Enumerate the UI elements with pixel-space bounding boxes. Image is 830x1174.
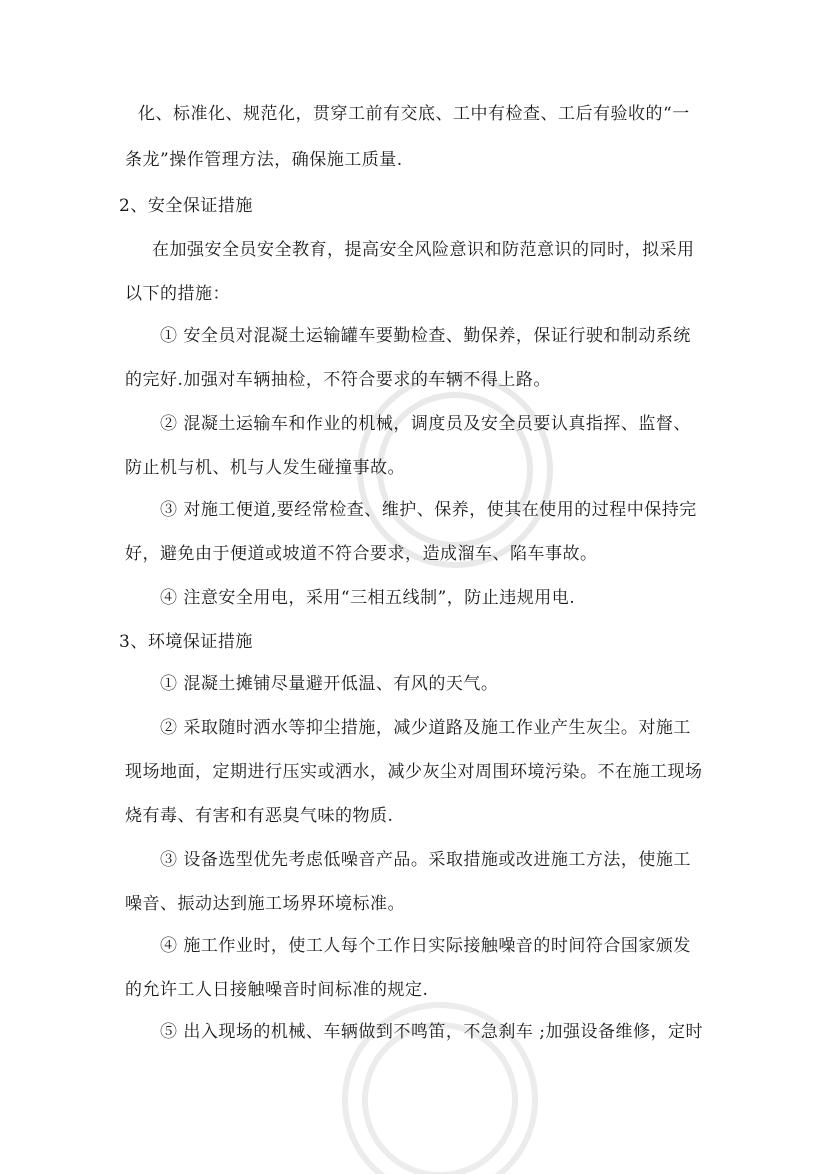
text-line: 化、标准化、规范化，贯穿工前有交底、工中有检查、工后有验收的“一: [138, 104, 690, 124]
text-line: 烧有毒、有害和有恶臭气味的物质.: [125, 806, 394, 826]
text-line: 条龙”操作管理方法，确保施工质量.: [125, 150, 403, 170]
text-line: 防止机与机、机与人发生碰撞事故。: [125, 458, 405, 478]
list-item: ③ 设备选型优先考虑低噪音产品。采取措施或改进施工方法，使施工: [160, 850, 691, 870]
list-item: ④ 施工作业时，使工人每个工作日实际接触噪音的时间符合国家颁发: [160, 936, 691, 956]
section-heading-safety: 2、安全保证措施: [119, 196, 253, 216]
list-item: ④ 注意安全用电，采用“三相五线制”，防止违规用电.: [160, 588, 576, 608]
text-line: 在加强安全员安全教育，提高安全风险意识和防范意识的同时，拟采用: [152, 240, 695, 260]
list-item: ③ 对施工便道,要经常检查、维护、保养，使其在使用的过程中保持完: [160, 500, 697, 520]
text-line: 以下的措施：: [125, 284, 230, 304]
list-item: ① 混凝土摊铺尽量避开低温、有风的天气。: [160, 674, 499, 694]
text-line: 的完好.加强对车辆抽检，不符合要求的车辆不得上路。: [125, 370, 551, 390]
text-line: 现场地面，定期进行压实或洒水，减少灰尘对周围环境污染。不在施工现场: [125, 762, 703, 782]
text-line: 的允许工人日接触噪音时间标准的规定.: [125, 980, 429, 1000]
text-line: 好，避免由于便道或坡道不符合要求，造成溜车、陷车事故。: [125, 544, 598, 564]
text-line: 噪音、振动达到施工场界环境标准。: [125, 894, 405, 914]
list-item: ⑤ 出入现场的机械、车辆做到不鸣笛，不急刹车 ;加强设备维修，定时: [160, 1022, 704, 1042]
list-item: ② 混凝土运输车和作业的机械，调度员及安全员要认真指挥、监督、: [160, 414, 691, 434]
section-heading-environment: 3、环境保证措施: [119, 632, 253, 652]
list-item: ① 安全员对混凝土运输罐车要勤检查、勤保养，保证行驶和制动系统: [160, 326, 691, 346]
list-item: ② 采取随时洒水等抑尘措施，减少道路及施工作业产生灰尘。对施工: [160, 718, 691, 738]
